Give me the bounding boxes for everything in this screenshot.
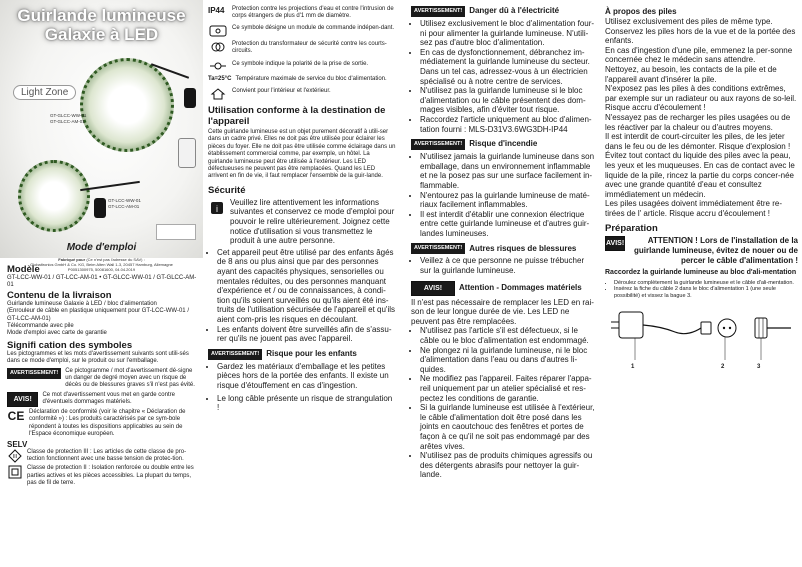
securite-list xyxy=(208,248,396,344)
info-book-icon xyxy=(208,200,226,216)
model-ref-bottom: GT-LCC-WW-01 GT-LCC-AM-01 xyxy=(108,198,141,209)
list-item: • N'utilisez jamais la guirlande lumineuse dans son emballage, dans un environnement inflammable et ne la posez pas sur une surface facilement in-flammable. xyxy=(420,152,597,190)
list-item: • Déroulez complètement la guirlande lumineuse et le câble d'ali-mentation. xyxy=(614,280,798,287)
figure-label-2: 2 xyxy=(721,364,725,371)
list-item: • Les enfants doivent être surveillés afin de s'assu-rer qu'ils ne jouent pas avec l'appareil. xyxy=(217,325,396,344)
ce-mark-icon: CE xyxy=(7,408,25,423)
avertissement-badge: AVERTISSEMENT! xyxy=(411,243,465,254)
temperature-label: Ta=25°C xyxy=(208,75,232,82)
class-3-icon xyxy=(7,449,23,463)
symbol-class3: III Classe de protection III : Les articles de cette classe de pro-tection fonctionnent avec une basse tension de protec-tion. xyxy=(7,449,199,464)
electricite-list xyxy=(411,19,597,134)
control-module-icon xyxy=(208,25,228,37)
avertissement-badge: AVERTISSEMENT! xyxy=(411,139,465,150)
symbol-ip44: IP44 Protection contre les projections d'eau et contre l'intrusion de corps étrangers de plus d'1 mm de diamètre. xyxy=(208,6,394,20)
piles-heading: À propos des piles xyxy=(605,7,677,16)
symbol-polarity: Ce symbole indique la polarité de la prise de sortie. xyxy=(208,61,396,71)
cover-title: Guirlande lumineuse Galaxie à LED xyxy=(17,6,186,44)
dommages-header: AVIS! Attention - Dommages matériels xyxy=(411,281,597,296)
indoor-outdoor-icon xyxy=(208,88,228,100)
remote-control-icon xyxy=(178,138,196,168)
enfants-list xyxy=(208,362,396,413)
incendie-header: AVERTISSEMENT! Risque d'incendie xyxy=(411,139,597,150)
connection-figure xyxy=(605,302,795,382)
piles-text: Utilisez exclusivement des piles de même type. Conservez les piles hors de la vue et de la portée des enfants. En cas d'ingestion d'une pile, emmenez la per-sonne concernée chez le médecin sans attendre. Nettoyez, au besoin, les contacts de la pile et de l'appareil avant d'insérer la pile. N'exposez pas les piles à des conditions extrêmes, par exemple sur un radiateur ou aux rayons de so-leil. Risque accru d'écoulement ! N'essayez pas de recharger les piles usagées ou de les réactiver par la chaleur ou d'autres moyens. Il est interdit de court-circuiter les piles, de les jeter dans le feu ou de les démonter. Risque d'explosion ! Évitez tout contact du liquide des piles avec la peau, les yeux et les muqueuses. En cas de contact avec le liquide de la pile, rincez la partie du corps concer-née avec une grande quantité d'eau et consultez immédiatement un médecin. Les piles usagées doivent immédiatement être re-tirées de l' article. Risque accru d'écoulement ! xyxy=(605,17,797,218)
list-item: • Cet appareil peut être utilisé par des enfants âgés de 8 ans ou plus ainsi que par des personnes ayant des capacités physiques, sensorielles ou mentales réduites, ou des personnes manquant d'expérience et / ou de connaissances, à condi-tion qu'ils soient surveillés ou qu'ils aient été ins-truits de l'utilisation sécurisée de l'appareil et qu'ils aient com-pris les risques en découlant. xyxy=(217,248,396,325)
model-ref-top: GT-GLCC-WW-01 GT-GLCC-AM-01 xyxy=(50,113,87,124)
brand-logo: Light Zone xyxy=(13,85,76,100)
garland-coil-small xyxy=(18,160,90,232)
raccord-heading: Raccordez la guirlande lumineuse au bloc d'ali-mentation xyxy=(605,269,797,277)
list-item: • Veillez à ce que personne ne puisse trébucher sur la guirlande lumineuse. xyxy=(420,256,597,275)
symbol-ce: CE Déclaration de conformité (voir le chapitre « Déclaration de conformité ») : Les produits caractérisés par ce sym-bole répondent à toutes les dispositions applicables au sein de l'Espace économique européen. xyxy=(7,408,186,438)
symbol-avertissement: AVERTISSEMENT! Ce pictogramme / mot d'avertissement dé-signe un danger de degré moyen avec un risque de décès ou de blessures graves s'il n'est pas évité. xyxy=(7,368,199,390)
warranty-seal xyxy=(156,224,196,240)
avis-badge: AVIS! xyxy=(7,392,38,407)
avis-badge: AVIS! xyxy=(411,281,455,296)
dommages-text: Il n'est pas nécessaire de remplacer les LED en rai-son de leur longue durée de vie. Les LED ne peuvent pas être remplacées. xyxy=(411,297,594,326)
blessures-header: AVERTISSEMENT! Autres risques de blessures xyxy=(411,243,597,254)
incendie-list xyxy=(411,152,597,238)
column-2 xyxy=(204,0,400,567)
polarity-icon xyxy=(208,61,228,71)
power-adapter-icon xyxy=(184,88,196,108)
svg-text:i: i xyxy=(216,203,218,214)
avertissement-badge: AVERTISSEMENT! xyxy=(208,349,262,360)
list-item: • Il est interdit d'établir une connexion électrique entre cette guirlande lumineuse et d'autres guir-landes lumineuses. xyxy=(420,210,597,239)
mode-emploi-label: Mode d'emploi xyxy=(66,242,137,253)
usage-heading: Utilisation conforme à la destination de l'appareil xyxy=(208,105,386,128)
transformer-icon xyxy=(208,41,228,53)
cable-wire xyxy=(80,181,140,191)
ip44-label: IP44 xyxy=(208,6,225,15)
svg-text:III: III xyxy=(12,453,18,460)
avertissement-badge: AVERTISSEMENT! xyxy=(411,6,465,17)
column-1 xyxy=(0,0,203,567)
list-item: • Ne plongez ni la guirlande lumineuse, ni le bloc d'alimentation dans l'eau ou dans d'autres li-quides. xyxy=(420,346,597,375)
securite-intro: i Veuillez lire attentivement les informations suivantes et conservez ce mode d'emploi pour pouvoir le relire ultérieurement. Joignez cette notice d'utilisation si vous transmettez le produit à une autre personne. xyxy=(208,198,396,246)
contenu-heading: Contenu de la livraison xyxy=(7,289,112,301)
signification-heading: Signifi cation des symboles xyxy=(7,339,133,351)
column-3 xyxy=(405,0,601,567)
list-item: • N'utilisez pas la guirlande lumineuse si le bloc d'alimentation ou le câble présentent des dom-mages visibles, afin d'éviter tout risque. xyxy=(420,86,597,115)
symbol-indoor-outdoor: Convient pour l'intérieur et l'extérieur. xyxy=(208,88,396,100)
list-item: • N'entourez pas la guirlande lumineuse de maté-riaux facilement inflammables. xyxy=(420,191,597,210)
manufacturer-info: Fabriqué pour (Ce n'est pas l'adresse du SAV) : Globaltronics GmbH & Co. KG, Beim Alten Wall 1-3, 20457 Hamburg, Allemagne P0051300975, 50081600, 04.04.2019 xyxy=(30,257,173,272)
garland-coil-large xyxy=(80,58,174,152)
contenu-list: Guirlande lumineuse Galaxie à LED / bloc d'alimentation (Enrouleur de câble en plastique uniquement pour GT-LCC-WW-01 / GT-LCC-AM-01) Télécommande avec pile Mode d'emploi avec carte de garantie xyxy=(7,300,189,337)
symbol-transformer: Protection du transformateur de sécurité contre les courts-circuits. xyxy=(208,41,396,56)
column-1-body xyxy=(7,264,199,488)
list-item: • En cas de dysfonctionnement, débranchez im-médiatement la guirlande lumineuse du secteur. Dans un tel cas, adressez-vous à un électricien spécialisé ou à notre centre de services. xyxy=(420,48,597,86)
enfants-header: AVERTISSEMENT! Risque pour les enfants xyxy=(208,349,396,360)
avertissement-badge: AVERTISSEMENT! xyxy=(7,368,61,379)
list-item: • Raccordez l'article uniquement au bloc d'alimen-tation fourni : MLS-D31V3.6WG3DH-IP44 xyxy=(420,115,597,134)
list-item: • Ne modifiez pas l'appareil. Faites réparer l'appa-reil uniquement par un atelier spécialisé et res-pectez les conditions de garantie. xyxy=(420,374,597,403)
column-4 xyxy=(603,0,802,567)
list-item: • Si la guirlande lumineuse est utilisée à l'extérieur, le câble d'alimentation doit être posé dans les joints en caoutchouc des fenêtres et portes de façon à ce qu'il ne soit pas endommagé par des arêtes vives. xyxy=(420,403,597,451)
symbol-module: Ce symbole désigne un module de commande indépen-dant. xyxy=(208,25,396,37)
blessures-list xyxy=(411,256,597,275)
symbol-class2: Classe de protection II : Isolation renforcée ou double entre les parties actives et les pièces accessibles. La plupart du temps, pas de fil de terre. xyxy=(7,465,199,487)
selv-label: SELV xyxy=(7,439,28,449)
list-item: • Utilisez exclusivement le bloc d'alimentation four-ni pour alimenter la guirlande lumineuse. N'utili-sez pas d'autre bloc d'alimentation. xyxy=(420,19,597,48)
preparation-warning: AVIS! ATTENTION ! Lors de l'installation de la guirlande lumineuse, évitez de nouer ou de percer le câble d'alimentation ! xyxy=(606,236,798,265)
raccord-list xyxy=(605,280,798,300)
signification-text: Les pictogrammes et les mots d'avertissement suivants sont utili-sés dans ce mode d'emploi, sur le produit ou sur l'emballage. xyxy=(7,350,189,365)
electricite-header: AVERTISSEMENT! Danger dû à l'électricité xyxy=(411,6,597,17)
figure-label-3: 3 xyxy=(757,364,761,371)
symbol-temperature: Ta=25°C Température maximale de service du bloc d'alimentation. xyxy=(208,75,387,82)
power-adapter-icon xyxy=(94,198,106,218)
list-item: • Insérez la fiche du câble 2 dans le bloc d'alimentation 1 (une seule possibilité) et vissez la bague 3. xyxy=(614,286,798,300)
dommages-list xyxy=(411,326,597,480)
avis-badge: AVIS! xyxy=(605,236,625,251)
modele-heading: Modèle xyxy=(7,264,40,275)
list-item: • Le long câble présente un risque de strangulation ! xyxy=(217,394,396,413)
preparation-heading: Préparation xyxy=(605,223,658,235)
class-2-icon xyxy=(7,465,23,479)
list-item: • Gardez les matériaux d'emballage et les petites pièces hors de la portée des enfants. Il existe un risque d'étouffement en cas d'ingestion. xyxy=(217,362,396,391)
figure-label-1: 1 xyxy=(631,364,635,371)
list-item: • N'utilisez pas l'article s'il est défectueux, si le câble ou le bloc d'alimentation est endommagé. xyxy=(420,326,597,345)
usage-text: Cette guirlande lumineuse est un objet purement décoratif à utili-ser dans un cadre privé. Elles ne doit pas être utilisée pour éclairer les pièces du foyer. Elle ne doit pas être utilisée comme éclairage dans un établissement commercial comme, par exemple, un hôtel. La guirlande lumineuse peut être utilisée à l'extérieur. Les LED défectueuses ne peuvent pas être remplacées. Quand les LED arrivent en fin de vie, il faut remplacer l'ensemble de la guir-lande. xyxy=(208,129,396,180)
symbol-avis: AVIS! Ce mot d'avertissement vous met en garde contre d'éventuels dommages matériels. xyxy=(7,392,199,407)
securite-heading: Sécurité xyxy=(208,184,246,196)
list-item: • N'utilisez pas de produits chimiques agressifs ou des détergents abrasifs pour nettoyer la guir-lande. xyxy=(420,451,597,480)
modele-text: GT-LCC-WW-01 / GT-LCC-AM-01 • GT-GLCC-WW-01 / GT-GLCC-AM-01 xyxy=(7,275,197,289)
